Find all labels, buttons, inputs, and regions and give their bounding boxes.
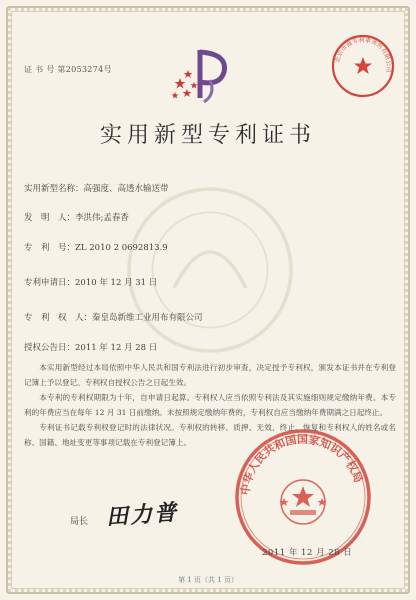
agency-seal-text: 北京市商专利事务所有限公司 [334,36,393,73]
watermark-icon [120,180,300,360]
certificate-number: 证 书 号 第2053274号 [24,65,112,74]
cnipa-emblem-icon [170,42,240,108]
field-value: 高强度、高透水输送带 [83,184,169,194]
svg-text:中华人民共和国国家知识产权局 [238,432,365,496]
field-value: 李洪伟;孟春香 [75,213,129,223]
director-label: 局长 [70,517,89,527]
field-application-date [24,276,157,288]
field-label: 专利申请日： [24,278,76,288]
field-grant-date [24,341,157,353]
body-paragraph: 本专利的专利权期限为十年，自申请日起算。专利权人应当依照专利法及其实施细则规定缴纳年费。本专利的年费应当在每年 12 月 31 日前缴纳。未按照规定缴纳年费的，专利权自应当缴纳年费期满之日起终止。 [24,393,396,417]
body-paragraph: 专利证书记载专利权登记时的法律状况。专利权的转移、质押、无效、终止、恢复和专利权人的姓名或名称、国籍、地址变更等事项记载在专利登记簿上。 [24,423,396,447]
field-inventor [24,211,129,223]
official-seal-text: 中华人民共和国国家知识产权局 [238,432,365,496]
seal-date: 2011 年 12 月 28 日 [262,548,353,558]
field-label: 授权公告日： [24,343,76,353]
field-value: ZL 2010 2 0692813.9 [75,243,168,253]
field-value: 2011 年 12 月 28 日 [75,343,158,353]
certificate-title: 实用新型专利证书 [99,123,316,148]
field-label: 专 利 号： [24,243,76,253]
field-label: 发 明 人： [24,213,76,223]
agency-seal-icon [330,33,396,99]
page-footer: 第 1 页（共 1 页） [178,576,238,584]
field-utility-model-name [24,182,169,194]
field-patentee [24,311,203,323]
director-signature: 田力普 [105,499,179,531]
body-paragraph: 本实用新型经过本局依照中华人民共和国专利法进行初步审查，决定授予专利权，颁发本证书并在专利登记簿上予以登记。专利权自授权公告之日起生效。 [24,363,396,387]
field-patent-number [24,241,168,253]
field-value: 秦皇岛新维工业用布有限公司 [92,313,203,323]
field-label: 实用新型名称： [24,184,84,194]
field-label: 专 利 权 人： [24,313,93,323]
field-value: 2010 年 12 月 31 日 [75,278,158,288]
